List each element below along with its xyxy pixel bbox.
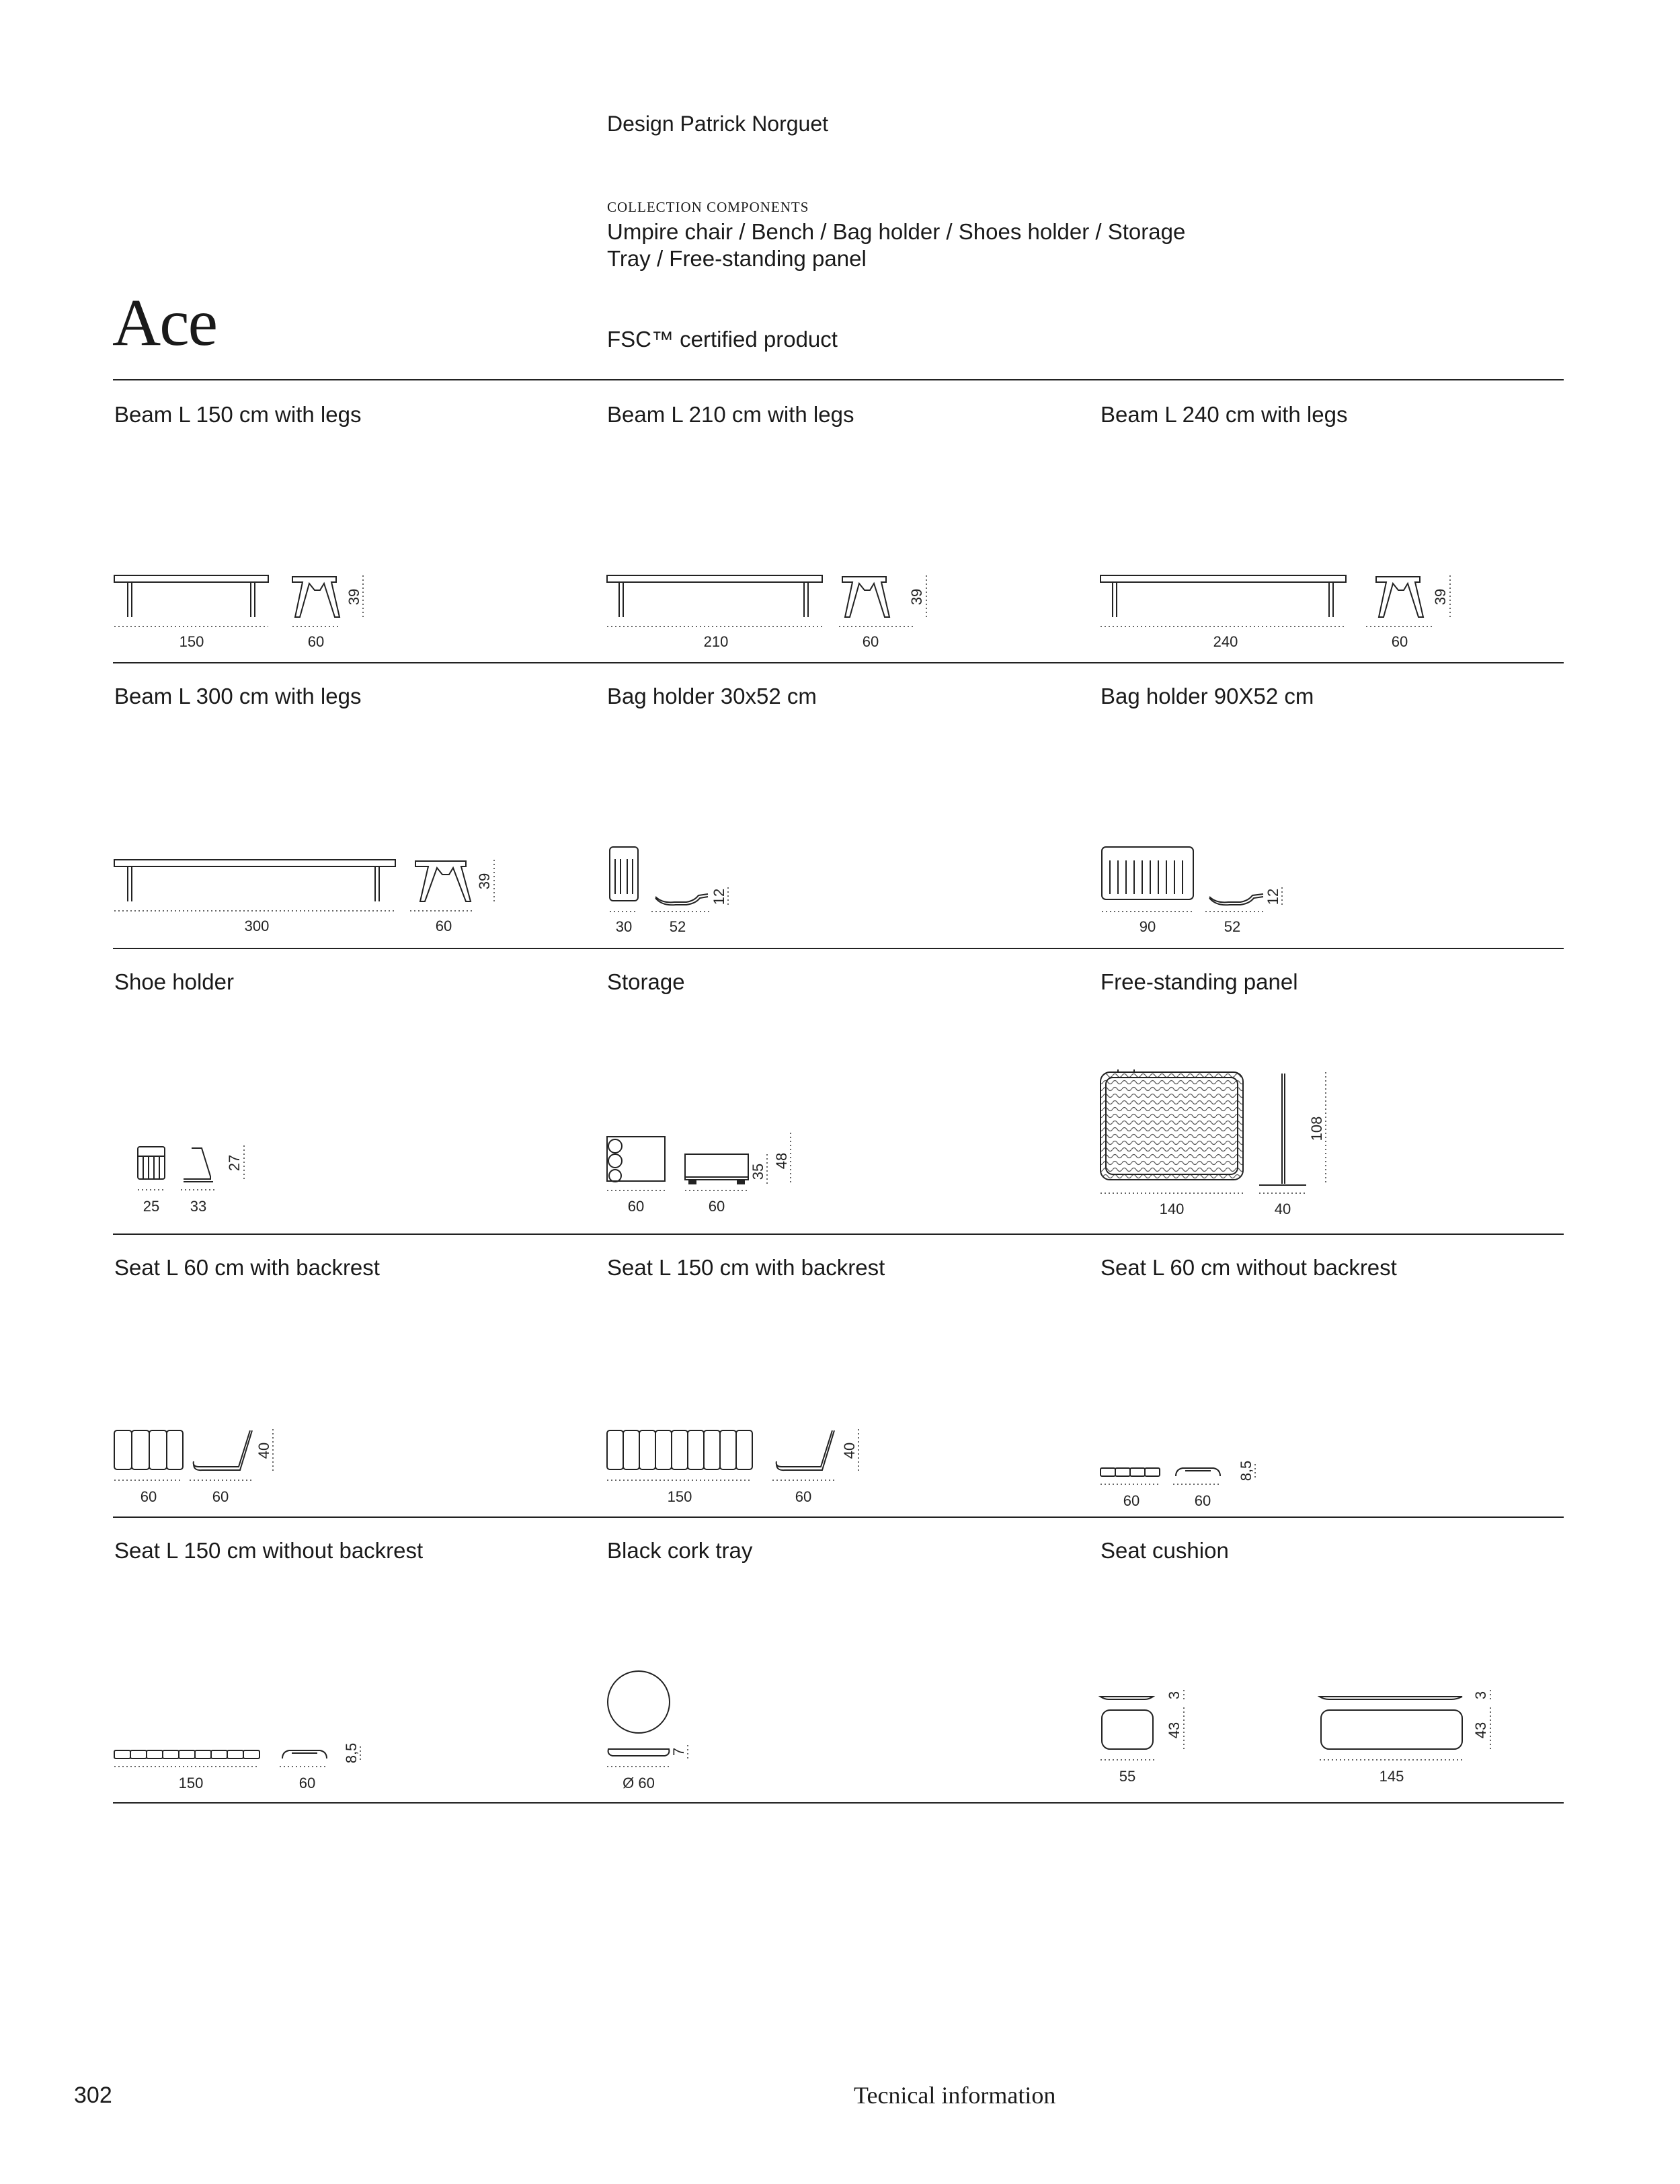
divider <box>113 948 1564 949</box>
page-title: Ace <box>112 285 216 360</box>
dim-thickness: 3 <box>1166 1691 1183 1700</box>
dim-diameter: Ø 60 <box>623 1775 655 1791</box>
designer-credit: Design Patrick Norguet <box>607 112 829 136</box>
seat-150-no-backrest-drawing <box>108 1734 376 1791</box>
seat-150-backrest-drawing <box>600 1418 883 1506</box>
dim-depth: 60 <box>435 918 452 934</box>
dim-length: 150 <box>179 633 204 650</box>
dim-height: 39 <box>908 588 925 606</box>
collection-components-line-1: Umpire chair / Bench / Bag holder / Shoes holder / Storage <box>607 219 1186 244</box>
dim-height: 8,5 <box>343 1742 360 1764</box>
seat-cushion-drawing <box>1094 1681 1511 1791</box>
dim-depth: 60 <box>862 633 879 650</box>
dim-height: 12 <box>711 888 727 905</box>
divider <box>113 1516 1564 1518</box>
bag-holder-30-drawing <box>600 840 762 938</box>
dim-depth: 43 <box>1166 1722 1183 1739</box>
dim-width: 55 <box>1119 1768 1136 1785</box>
bag-holder-90-drawing <box>1094 840 1316 938</box>
dim-depth: 60 <box>1194 1492 1211 1509</box>
beam-150-drawing <box>108 565 390 652</box>
dim-depth: 60 <box>307 633 325 650</box>
shoe-holder-drawing <box>131 1136 266 1223</box>
dim-width: 150 <box>667 1488 692 1505</box>
dim-height: 27 <box>226 1154 243 1172</box>
divider <box>113 1802 1564 1804</box>
dim-height: 48 <box>773 1152 790 1170</box>
seat-60-backrest-drawing <box>108 1418 309 1506</box>
product-title: Seat L 60 cm without backrest <box>1101 1255 1397 1280</box>
dim-thickness: 3 <box>1472 1691 1489 1700</box>
dim-depth: 33 <box>190 1198 207 1215</box>
fsc-note: FSC™ certified product <box>607 327 838 352</box>
divider <box>113 1233 1564 1235</box>
product-title: Beam L 210 cm with legs <box>607 402 854 427</box>
dim-height: 108 <box>1308 1116 1325 1141</box>
product-title: Beam L 300 cm with legs <box>114 684 362 709</box>
divider <box>113 662 1564 663</box>
product-title: Bag holder 30x52 cm <box>607 684 817 709</box>
dim-width: 60 <box>1123 1492 1140 1509</box>
dim-length: 300 <box>244 918 270 934</box>
product-title: Black cork tray <box>607 1538 753 1563</box>
dim-depth: 52 <box>669 918 686 935</box>
beam-210-drawing <box>600 565 936 652</box>
free-standing-panel-drawing <box>1094 1065 1349 1220</box>
product-title: Free-standing panel <box>1101 969 1298 994</box>
product-title: Beam L 240 cm with legs <box>1101 402 1348 427</box>
dim-depth: 60 <box>795 1488 812 1505</box>
storage-drawing <box>600 1119 802 1223</box>
dim-depth: 52 <box>1224 918 1241 935</box>
dim-depth: 60 <box>212 1488 229 1505</box>
section-title: Tecnical information <box>854 2082 1056 2109</box>
dim-width: 145 <box>1379 1768 1404 1785</box>
cork-tray-drawing <box>600 1660 735 1791</box>
dim-height: 12 <box>1265 888 1281 905</box>
product-title: Seat cushion <box>1101 1538 1229 1563</box>
product-title: Seat L 150 cm with backrest <box>607 1255 885 1280</box>
dim-width: 60 <box>627 1198 645 1215</box>
product-title: Bag holder 90X52 cm <box>1101 684 1314 709</box>
dim-width: 25 <box>143 1198 160 1215</box>
dim-height: 8,5 <box>1238 1460 1254 1482</box>
beam-300-drawing <box>108 849 511 936</box>
seat-60-no-backrest-drawing <box>1094 1452 1282 1509</box>
dim-height: 39 <box>1432 588 1449 606</box>
dim-depth: 40 <box>1274 1201 1291 1217</box>
dim-height-inner: 35 <box>750 1163 766 1180</box>
dim-height: 40 <box>255 1442 272 1459</box>
collection-label: COLLECTION COMPONENTS <box>607 199 809 215</box>
collection-components-line-2: Tray / Free-standing panel <box>607 246 867 271</box>
dim-length: 240 <box>1213 633 1238 650</box>
dim-depth: 60 <box>1391 633 1408 650</box>
dim-width: 150 <box>178 1775 204 1791</box>
product-title: Seat L 150 cm without backrest <box>114 1538 424 1563</box>
divider <box>113 379 1564 380</box>
dim-depth: 43 <box>1472 1722 1489 1739</box>
dim-height: 39 <box>346 588 362 606</box>
product-title: Seat L 60 cm with backrest <box>114 1255 380 1280</box>
dim-width: 140 <box>1159 1201 1185 1217</box>
product-title: Beam L 150 cm with legs <box>114 402 362 427</box>
dim-length: 210 <box>703 633 729 650</box>
dim-depth: 60 <box>708 1198 725 1215</box>
dim-depth: 60 <box>298 1775 316 1791</box>
product-title: Storage <box>607 969 685 994</box>
product-title: Shoe holder <box>114 969 234 994</box>
dim-height: 39 <box>476 873 493 890</box>
beam-240-drawing <box>1094 565 1470 652</box>
dim-width: 60 <box>140 1488 157 1505</box>
dim-width: 30 <box>615 918 633 935</box>
dim-height: 7 <box>670 1747 687 1756</box>
page-number: 302 <box>74 2082 112 2108</box>
dim-width: 90 <box>1139 918 1156 935</box>
dim-height: 40 <box>841 1442 858 1459</box>
